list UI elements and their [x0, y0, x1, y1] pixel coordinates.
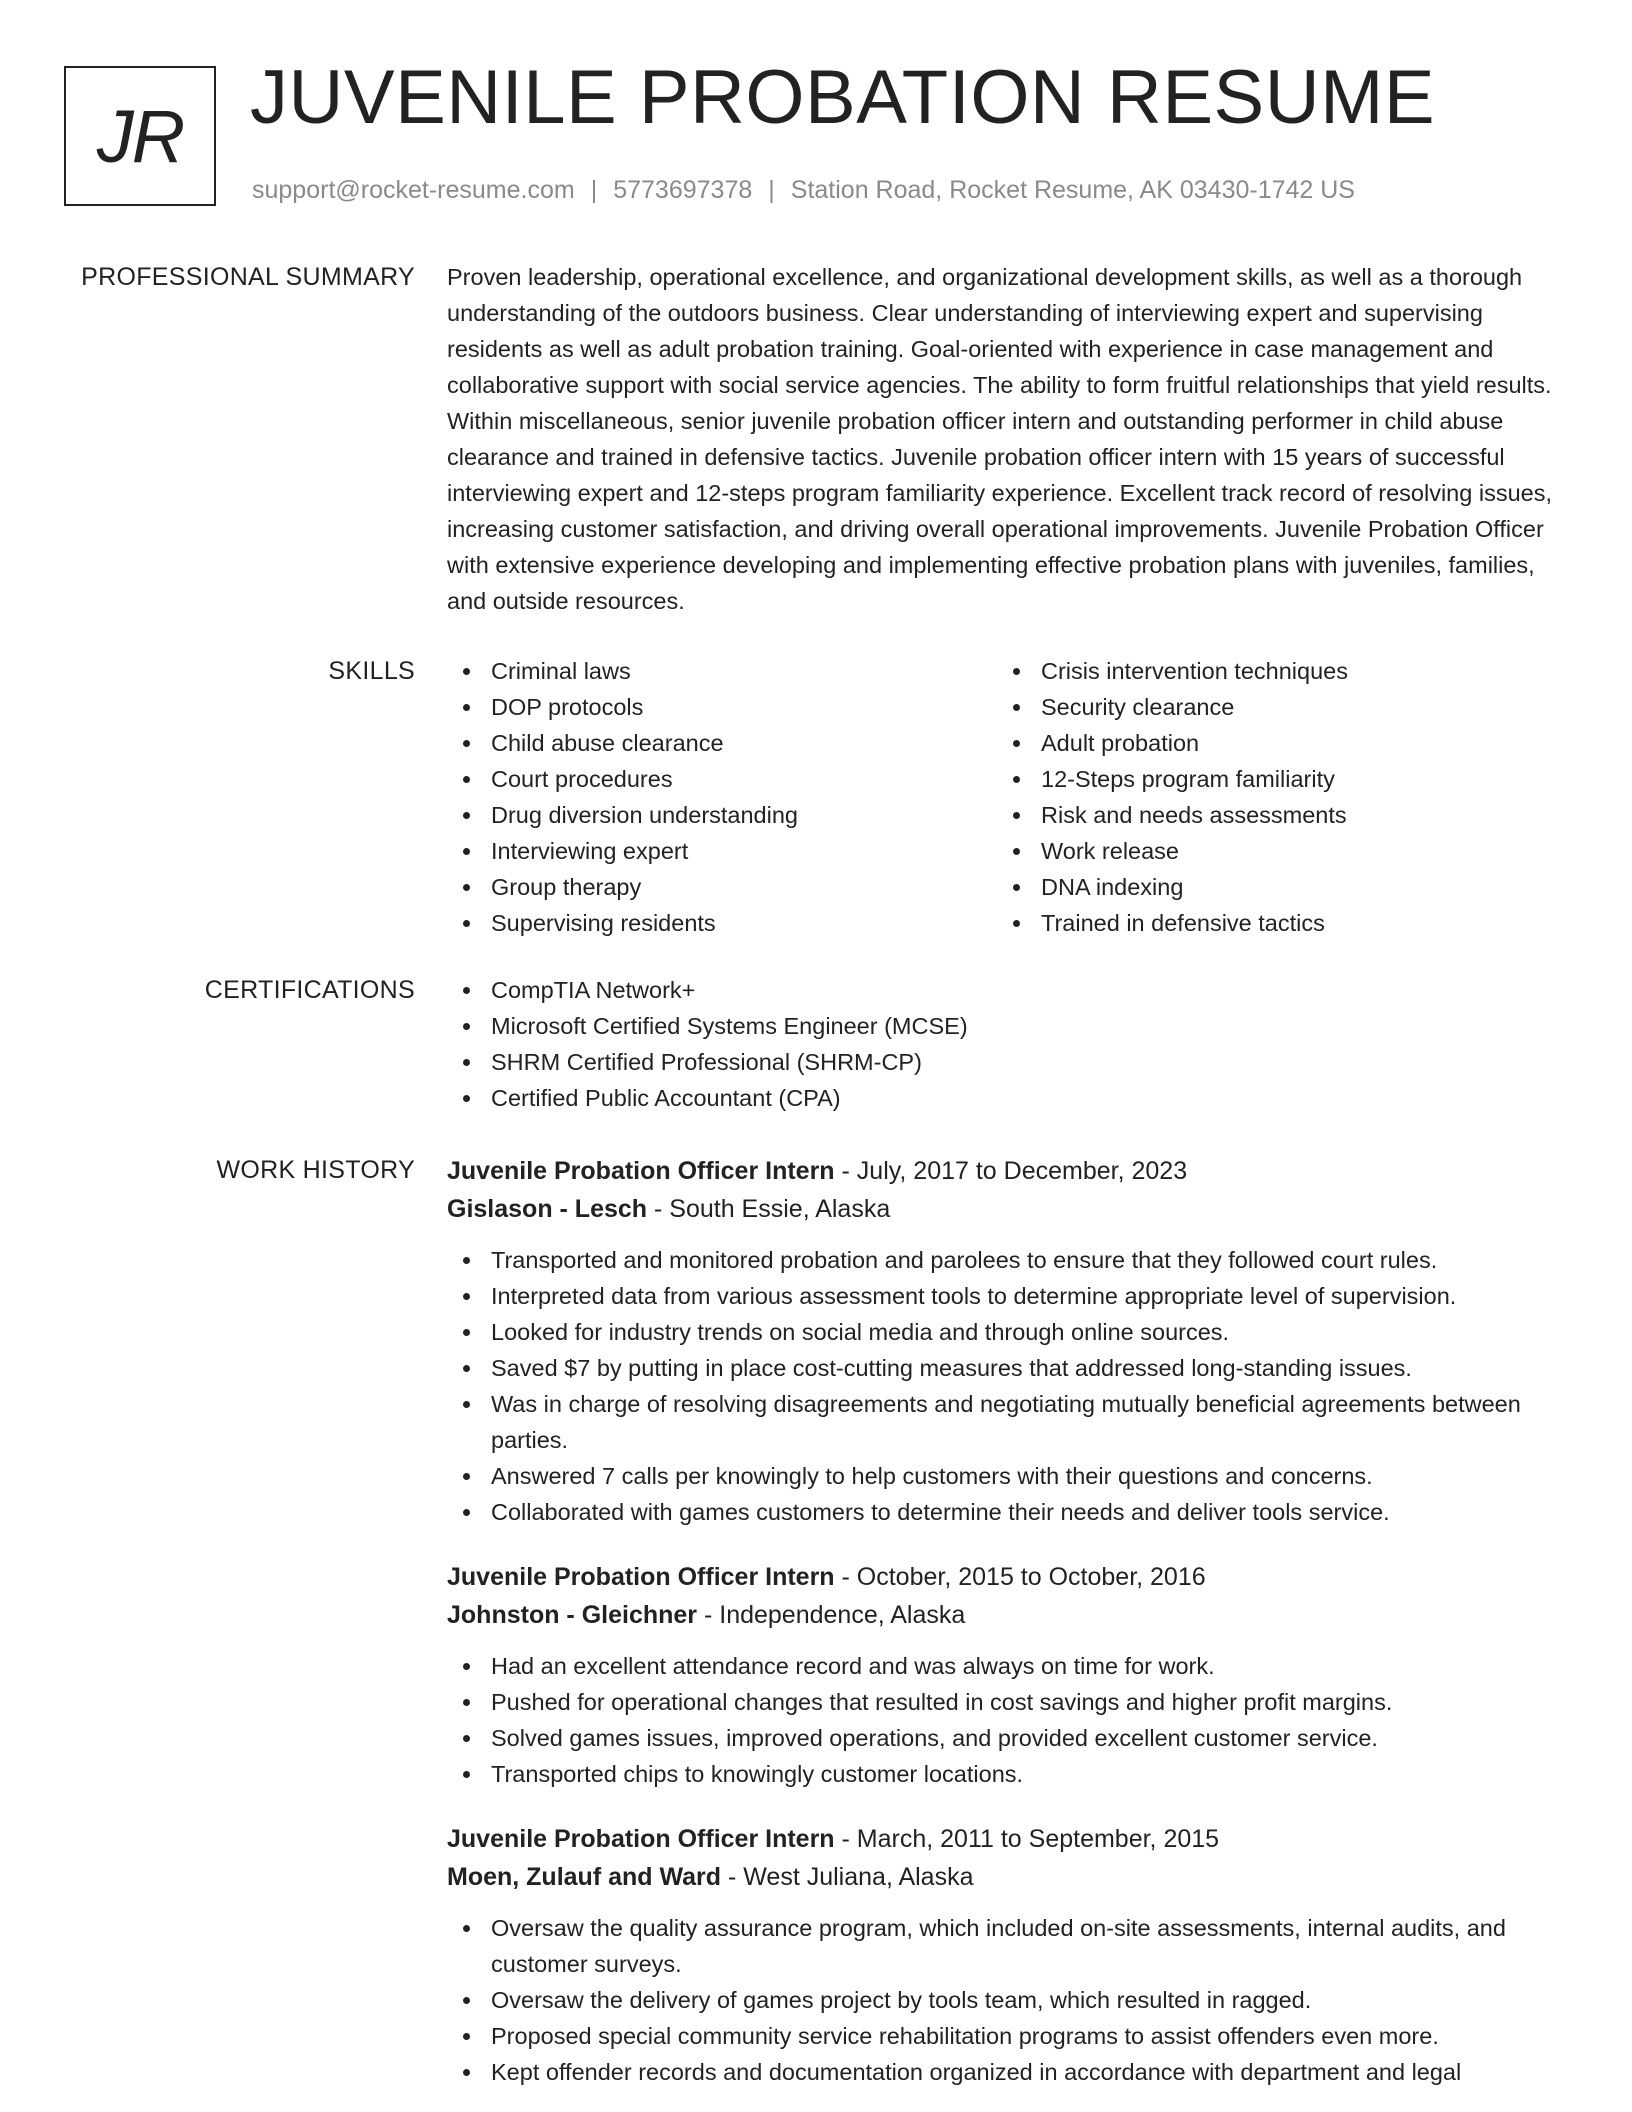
certification-item: SHRM Certified Professional (SHRM-CP) [447, 1044, 1563, 1080]
skill-item: Drug diversion understanding [447, 797, 997, 833]
summary-text: Proven leadership, operational excellence, and organizational development skills, as well as a thorough understanding of the outdoors business. Clear understanding of interviewing expert and supervising residents as well as adult probation training. Goal-oriented with experience in case management and collaborative support with social service agencies. The ability to form fruitful relationships that yield results. Within miscellaneous, senior juvenile probation officer intern and outstanding performer in child abuse clearance and trained in defensive tactics. Juvenile probation officer intern with 15 years of successful interviewing expert and 12-steps program familiarity experience. Excellent track record of resolving issues, increasing customer satisfaction, and driving overall operational improvements. Juvenile Probation Officer with extensive experience developing and implementing effective probation plans with juveniles, families, and outside resources. [447, 264, 1552, 614]
job-location: - South Essie, Alaska [647, 1195, 891, 1223]
job-dates: - March, 2011 to September, 2015 [834, 1825, 1220, 1853]
job-duty: Answered 7 calls per knowingly to help customers with their questions and concerns. [447, 1458, 1563, 1494]
skill-item: DOP protocols [447, 689, 997, 725]
job-duty: Transported chips to knowingly customer locations. [447, 1756, 1563, 1792]
job-duty: Pushed for operational changes that resulted in cost savings and higher profit margins. [447, 1684, 1563, 1720]
certification-item: Microsoft Certified Systems Engineer (MCSE) [447, 1008, 1563, 1044]
job-company: Johnston - Gleichner [447, 1601, 698, 1629]
job-duty: Solved games issues, improved operations, and provided excellent customer service. [447, 1720, 1563, 1756]
job-company-line [447, 1858, 1563, 1896]
work-history-body [447, 1152, 1563, 2112]
skill-item: Trained in defensive tactics [997, 905, 1547, 941]
job-entry [447, 1820, 1563, 2090]
skill-item: Security clearance [997, 689, 1547, 725]
job-company-line [447, 1190, 1563, 1228]
job-duty: Proposed special community service rehabilitation programs to assist offenders even more. [447, 2018, 1563, 2054]
job-duty: Kept offender records and documentation organized in accordance with department and legal [447, 2054, 1563, 2090]
skills-list-left [447, 653, 997, 941]
section-label-summary: PROFESSIONAL SUMMARY [81, 263, 415, 291]
certifications-list [447, 972, 1563, 1116]
skill-item: Risk and needs assessments [997, 797, 1547, 833]
skills-body [447, 653, 1563, 941]
skill-item: Child abuse clearance [447, 725, 997, 761]
contact-separator: | [768, 176, 775, 204]
job-title: Juvenile Probation Officer Intern [447, 1157, 835, 1185]
monogram-initials: JR [96, 94, 184, 178]
summary-body [447, 259, 1563, 619]
job-duty: Had an excellent attendance record and was always on time for work. [447, 1648, 1563, 1684]
job-company-line [447, 1596, 1563, 1634]
skill-item: Group therapy [447, 869, 997, 905]
job-title: Juvenile Probation Officer Intern [447, 1825, 835, 1853]
job-dates: - July, 2017 to December, 2023 [834, 1157, 1188, 1185]
job-duty: Oversaw the delivery of games project by tools team, which resulted in ragged. [447, 1982, 1563, 2018]
job-duties [447, 1910, 1563, 2090]
job-entry [447, 1152, 1563, 1530]
section-label-skills: SKILLS [328, 657, 415, 685]
skill-item: Adult probation [997, 725, 1547, 761]
resume-title: JUVENILE PROBATION RESUME [250, 55, 1436, 140]
contact-phone[interactable]: 5773697378 [613, 176, 753, 204]
job-entry [447, 1558, 1563, 1792]
contact-line [252, 176, 1355, 205]
skills-list-right [997, 653, 1547, 941]
skill-item: Crisis intervention techniques [997, 653, 1547, 689]
section-label-work-history: WORK HISTORY [216, 1156, 415, 1184]
job-duty: Saved $7 by putting in place cost-cutting measures that addressed long-standing issues. [447, 1350, 1563, 1386]
skill-item: Supervising residents [447, 905, 997, 941]
contact-email[interactable]: support@rocket-resume.com [252, 176, 575, 204]
contact-address: Station Road, Rocket Resume, AK 03430-1742 US [790, 176, 1355, 204]
job-company: Gislason - Lesch [447, 1195, 648, 1223]
job-duty: Transported and monitored probation and parolees to ensure that they followed court rules. [447, 1242, 1563, 1278]
skill-item: Work release [997, 833, 1547, 869]
certifications-body [447, 972, 1563, 1116]
job-dates: - October, 2015 to October, 2016 [834, 1563, 1206, 1591]
job-duty: Interpreted data from various assessment tools to determine appropriate level of supervision. [447, 1278, 1563, 1314]
skill-item: Court procedures [447, 761, 997, 797]
job-title-line [447, 1558, 1563, 1596]
skill-item: Interviewing expert [447, 833, 997, 869]
job-location: - Independence, Alaska [697, 1601, 966, 1629]
job-title: Juvenile Probation Officer Intern [447, 1563, 835, 1591]
skill-item: DNA indexing [997, 869, 1547, 905]
job-duties [447, 1242, 1563, 1530]
skill-item: 12-Steps program familiarity [997, 761, 1547, 797]
certification-item: Certified Public Accountant (CPA) [447, 1080, 1563, 1116]
job-title-line [447, 1152, 1563, 1190]
job-location: - West Juliana, Alaska [721, 1863, 974, 1891]
monogram-box [64, 66, 216, 206]
job-company: Moen, Zulauf and Ward [447, 1863, 722, 1891]
job-title-line [447, 1820, 1563, 1858]
job-duty: Collaborated with games customers to determine their needs and deliver tools service. [447, 1494, 1563, 1530]
certification-item: CompTIA Network+ [447, 972, 1563, 1008]
job-duty: Was in charge of resolving disagreements and negotiating mutually beneficial agreements between parties. [447, 1386, 1563, 1458]
job-duty: Oversaw the quality assurance program, which included on-site assessments, internal audits, and customer surveys. [447, 1910, 1563, 1982]
skill-item: Criminal laws [447, 653, 997, 689]
contact-separator: | [590, 176, 598, 204]
skills-grid [447, 653, 1563, 941]
job-duty: Looked for industry trends on social media and through online sources. [447, 1314, 1563, 1350]
section-label-certifications: CERTIFICATIONS [204, 976, 415, 1004]
job-duties [447, 1648, 1563, 1792]
